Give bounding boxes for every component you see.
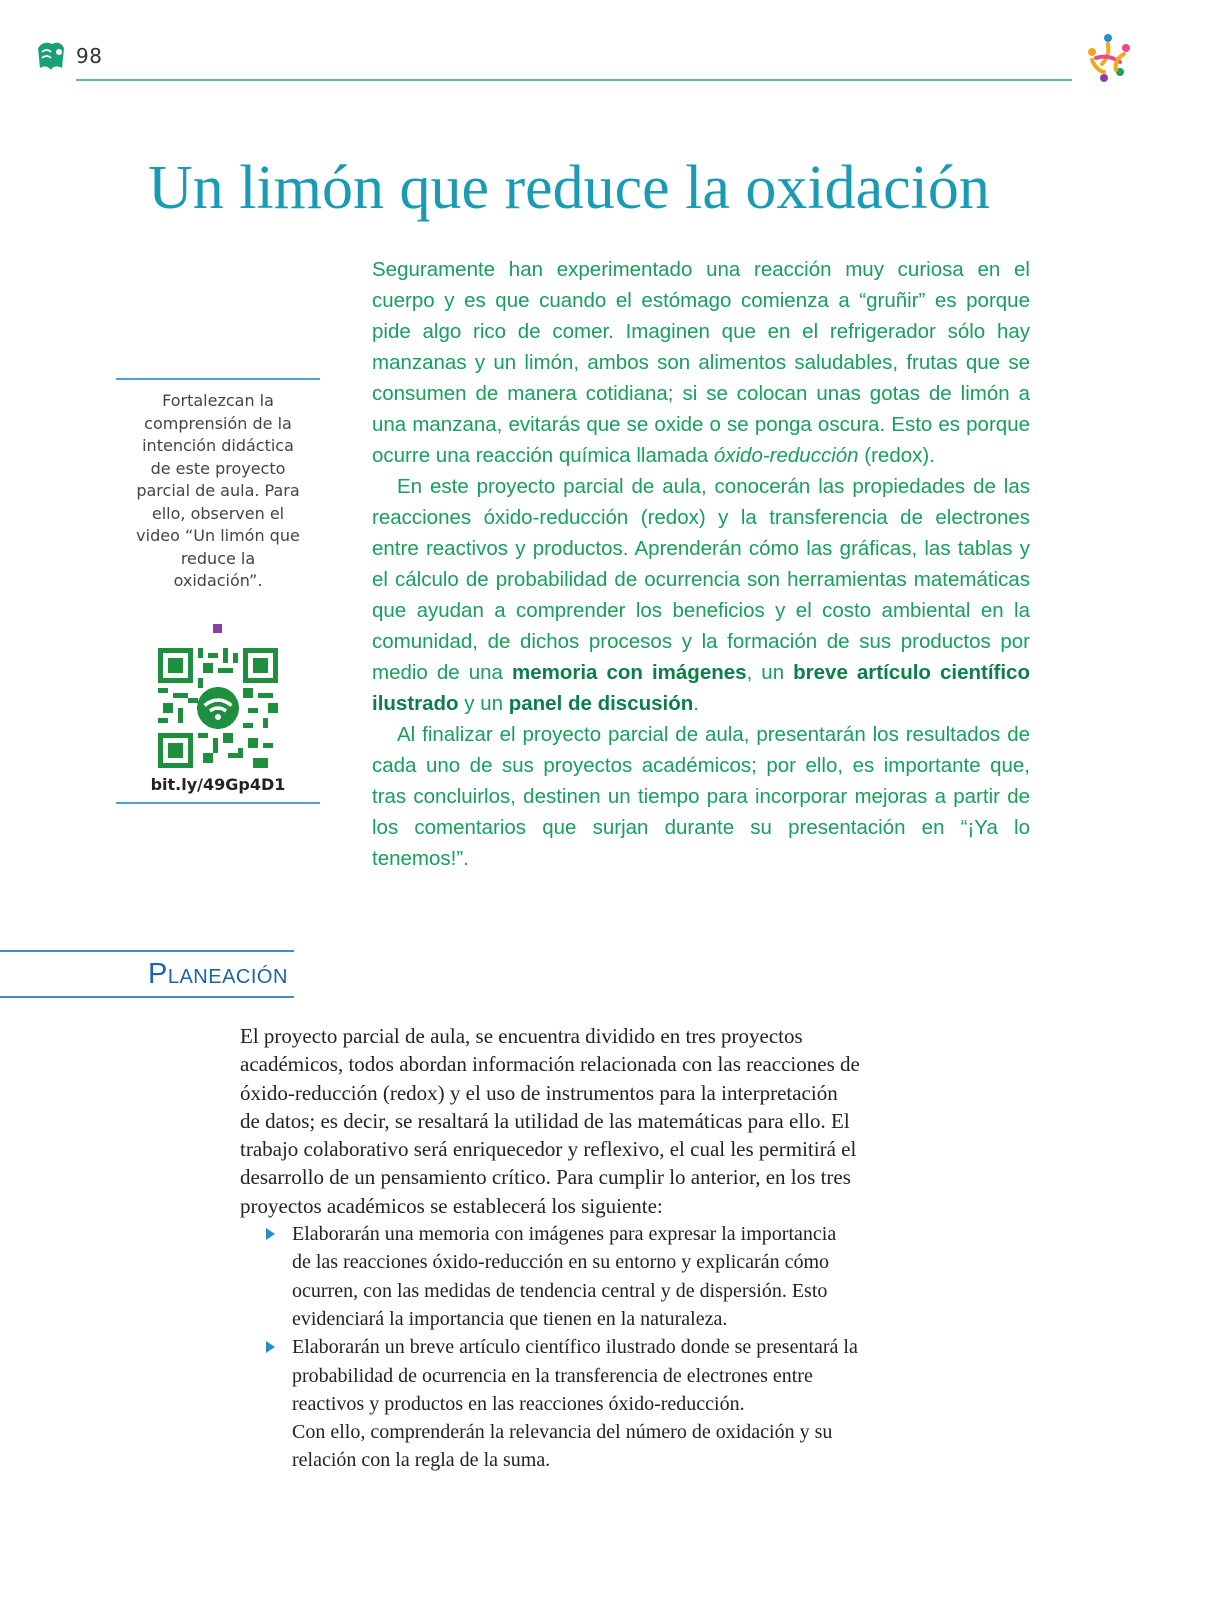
intro-p2-bold-1: memoria con imágenes (511, 661, 747, 684)
intro-p2-end: . (693, 692, 699, 715)
page-number: 98 (76, 44, 103, 68)
section-heading: Planeación (148, 958, 288, 990)
intro-text (372, 254, 1030, 874)
intro-p1-text: Seguramente han experimentado una reacción muy curiosa en el cuerpo y es que cuando el estómago comienza a “gruñir” es porque pide algo rico de comer. Imaginen que en el refrigerador sólo hay manzanas y un limón, ambos son alimentos saludables, frutas que se consumen de manera cotidiana; si se colocan unas gotas de limón a una manzana, evitarás que se oxide o se ponga oscura. Esto es porque ocurre una reacción química llamada (372, 258, 1030, 467)
qr-code-icon[interactable] (158, 648, 278, 768)
intro-p2-bold-3: panel de discusión (508, 692, 694, 715)
list-item-text: Elaborarán un breve artículo científico ilustrado donde se presentará la probabilidad de ocurrencia en la transferencia de electrones entre reactivos y productos en las reacciones óxido-reducción. (292, 1336, 858, 1415)
bullet-arrow-icon (266, 1341, 275, 1353)
section-rule-top (0, 950, 294, 952)
list-item (240, 1333, 860, 1474)
intro-p2-joiner-2: y un (458, 692, 509, 715)
intro-p2-joiner-1: , un (746, 661, 794, 684)
intro-p2-text: En este proyecto parcial de aula, conocerán las propiedades de las reacciones óxido-reducción (redox) y la transferencia de electrones entre reactivos y productos. Aprenderán cómo las gráficas, las tablas y el cálculo de probabilidad de ocurrencia son herramientas matemáticas que ayudan a comprender los beneficios y el costo ambiental en la comunidad, de dichos procesos y la formación de sus productos por medio de una (372, 475, 1030, 684)
section-paragraph: El proyecto parcial de aula, se encuentra dividido en tres proyectos académicos, todos abordan información relacionada con las reacciones de óxido-reducción (redox) y el uso de instrumentos para la interpretación de datos; es decir, se resaltará la utilidad de las matemáticas para ello. El trabajo colaborativo será enriquecedor y reflexivo, el cual les permitirá el desarrollo de un pensamiento crítico. Para cumplir lo anterior, en los tres proyectos académicos se establecerá los siguiente: (240, 1024, 860, 1218)
section-rule-bottom (0, 996, 294, 998)
list-item-text: Elaborarán una memoria con imágenes para expresar la importancia de las reacciones óxido-reducción en su entorno y explicarán cómo ocurren, con las medidas de tendencia central y de dispersión. Esto evidenciará la importancia que tienen en la naturaleza. (292, 1223, 837, 1330)
intro-paragraph-2 (372, 471, 1030, 719)
section-body (240, 1022, 860, 1475)
list-item-extra-text: Con ello, comprenderán la relevancia del número de oxidación y su relación con la regla de la suma. (292, 1421, 833, 1472)
sidebar-note: Fortalezcan la comprensión de la intención didáctica de este proyecto parcial de aula. Para ello, observen el video “Un limón que reduce la oxidación”. (136, 391, 300, 590)
leaf-book-icon (34, 38, 68, 74)
intro-p2-bold-2: breve artículo científico ilustrado (372, 661, 1030, 715)
bullet-arrow-icon (266, 1228, 275, 1240)
list-item (240, 1220, 860, 1333)
page-title: Un limón que reduce la oxidación (148, 154, 990, 222)
intro-p1-end: (redox). (858, 444, 935, 467)
intro-paragraph-3: Al finalizar el proyecto parcial de aula, presentarán los resultados de cada uno de sus proyectos académicos; por ello, es importante que, tras concluirlos, destinen un tiempo para incorporar mejoras a partir de los comentarios que surjan durante su presentación en “¡Ya lo tenemos!”. (372, 723, 1030, 870)
section-bullet-list (240, 1220, 860, 1475)
people-circle-icon (1080, 30, 1136, 86)
intro-p1-emphasis: óxido-reducción (713, 444, 859, 467)
header-rule (76, 79, 1072, 81)
sidebar-rule-bottom (116, 802, 320, 804)
intro-paragraph-1 (372, 254, 1030, 471)
sidebar-rule-top (116, 378, 320, 380)
sidebar-marker (213, 624, 222, 633)
qr-short-link[interactable]: bit.ly/49Gp4D1 (150, 775, 286, 794)
